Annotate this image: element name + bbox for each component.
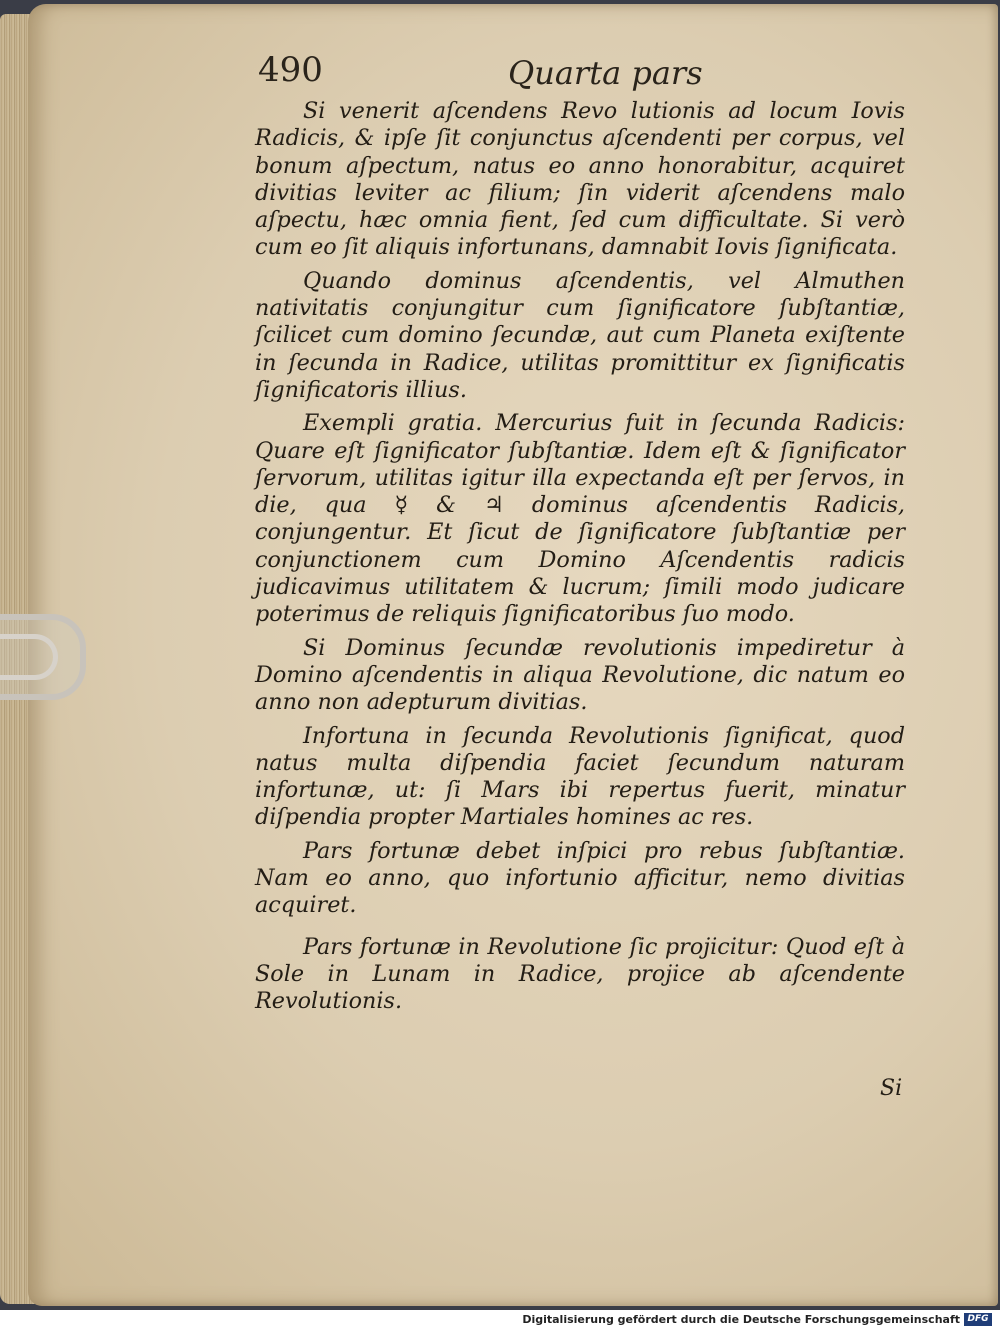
- dfg-logo-icon: DFG: [964, 1313, 992, 1326]
- bookmark-clip: [0, 614, 86, 700]
- paragraph-1: Si venerit aſcendens Revo lutionis ad locum Iovis Radicis, & ipſe ſit conjunctus aſcendenti per corpus, vel bonum aſpectum, natus eo anno honorabitur, acquiret divitias leviter ac filium; ſin viderit aſcendens malo aſpectu, hæc omnia fient, ſed cum difficultate. Si verò cum eo ſit aliquis infortunans, damnabit Iovis ſignificata.: [255, 98, 905, 261]
- body-text: [255, 98, 905, 1022]
- paragraph-5: Infortuna in ſecunda Revolutionis ſignificat, quod natus multa diſpendia faciet ſecundum naturam infortunæ, ut: ſi Mars ibi repertus fuerit, minatur diſpendia propter Martiales homines ac res.: [255, 722, 905, 831]
- footer-bar: [0, 1310, 1000, 1330]
- running-head: Quarta pars: [508, 54, 703, 92]
- paragraph-2: Quando dominus aſcendentis, vel Almuthen nativitatis conjungitur cum ſignificatore ſubſtantiæ, ſcilicet cum domino ſecundæ, aut cum Planeta exiſtente in ſecunda in Radice, utilitas promittitur ex ſignificatis ſignificatoris illius.: [255, 267, 905, 403]
- catchword: Si: [880, 1076, 903, 1101]
- page-header: [258, 50, 918, 96]
- funding-credit: Digitalisierung gefördert durch die Deutsche Forschungsgemeinschaft: [522, 1313, 960, 1326]
- page-number: 490: [258, 50, 323, 90]
- paragraph-3: Exempli gratia. Mercurius fuit in ſecunda Radicis: Quare eſt ſignificator ſubſtantiæ. Idem eſt & ſignificator ſervorum, utilitas igitur illa expectanda eſt per ſervos, in die, qua ☿ & ♃ dominus aſcendentis Radicis, conjungentur. Et ſicut de ſignificatore ſubſtantiæ per conjunctionem cum Domino Aſcendentis radicis judicavimus utilitatem & lucrum; ſimili modo judicare poterimus de reliquis ſignificatoribus ſuo modo.: [255, 410, 905, 628]
- paragraph-6: Pars fortunæ debet inſpici pro rebus ſubſtantiæ. Nam eo anno, quo infortunio afficitur, nemo divitias acquiret.: [255, 837, 905, 919]
- paragraph-4: Si Dominus ſecundæ revolutionis impediretur à Domino aſcendentis in aliqua Revolutione, dic natum eo anno non adepturum divitias.: [255, 634, 905, 716]
- paragraph-7: Pars fortunæ in Revolutione ſic projicitur: Quod eſt à Sole in Lunam in Radice, projice ab aſcendente Revolutionis.: [255, 933, 905, 1015]
